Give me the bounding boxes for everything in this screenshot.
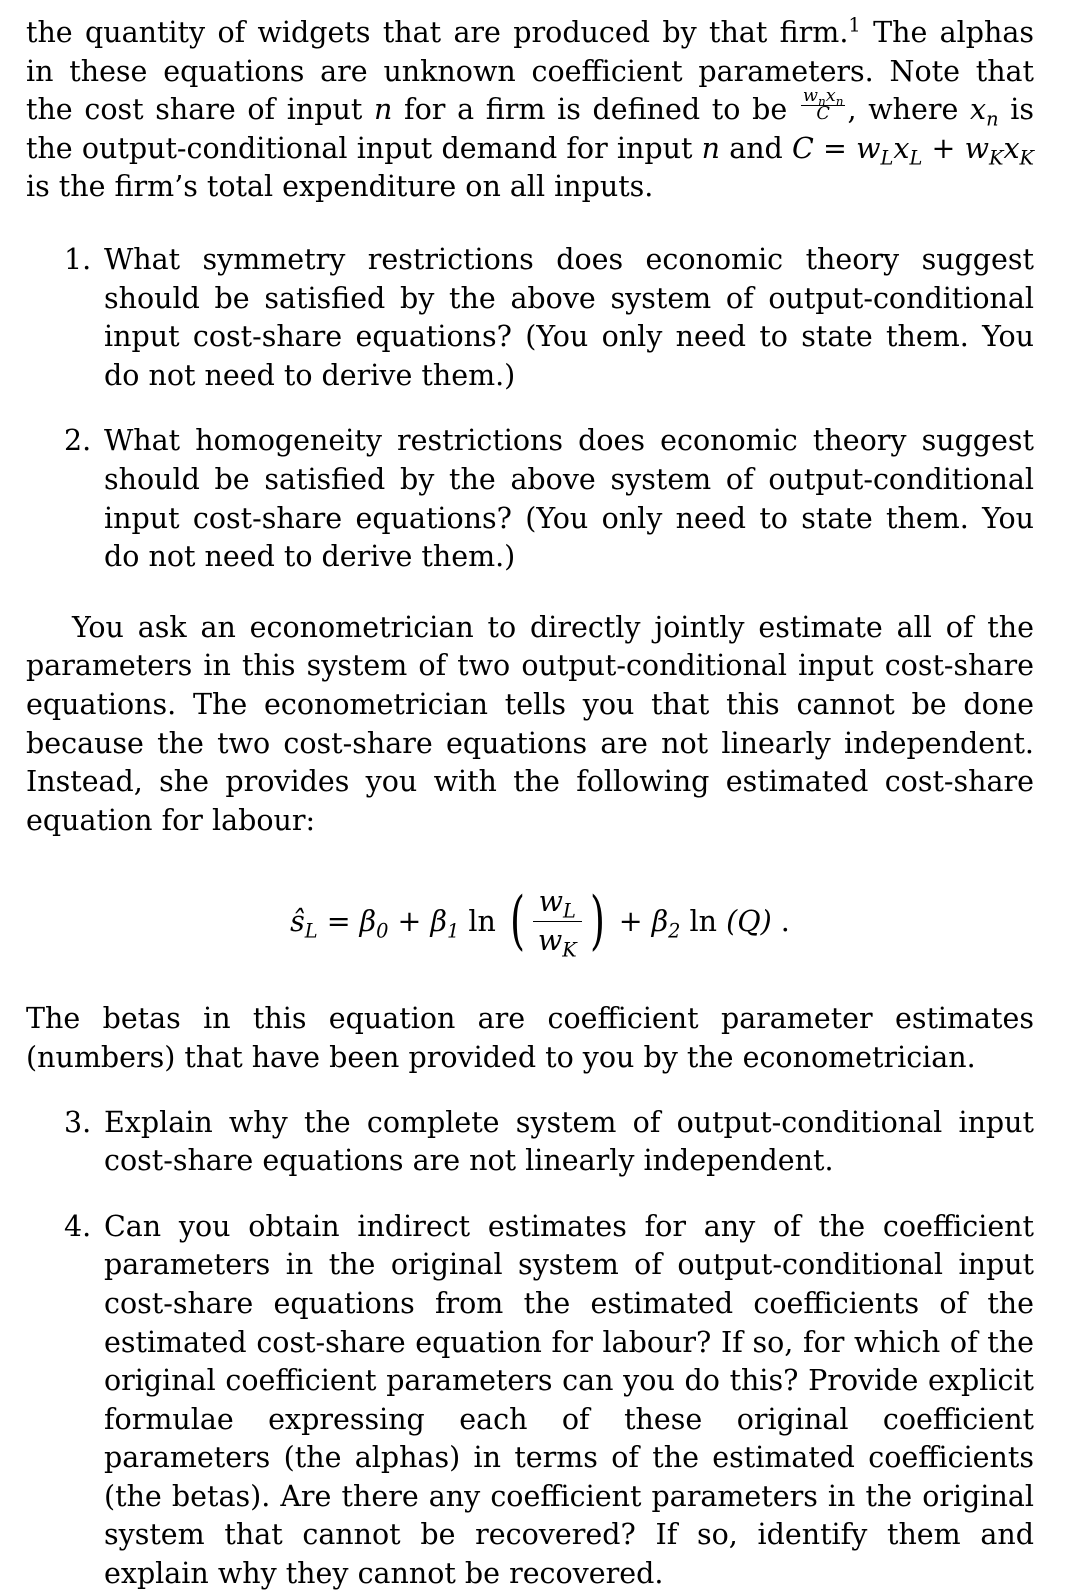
- eq-sign: =: [813, 131, 857, 165]
- cost-share-fraction: $\frac{w_nx_n}{C}$: [802, 85, 844, 125]
- term-wLxL: $w_Lx_L$: [856, 131, 923, 170]
- eq-beta2: $\beta_2$: [651, 904, 681, 943]
- var-n: n: [374, 93, 393, 127]
- intro-text-3: , where: [847, 93, 970, 127]
- eq-lnQ: (Q): [726, 904, 772, 938]
- question-list-b: [26, 1104, 1034, 1594]
- plus-sign: +: [922, 131, 965, 165]
- intro-text-1b: The alphas in these equations are unknown coefficient parameters. Note that the cost share of input: [26, 16, 1034, 127]
- footnote-marker: 1: [848, 13, 861, 37]
- var-n-2: n: [701, 131, 720, 165]
- middle-paragraph: You ask an econometrician to directly jointly estimate all of the parameters in this system of two output-conditional input cost-share equations. The econometrician tells you that this cannot be done because the two cost-share equations are not linearly independent. Instead, she provides you with the following estimated cost-share equation for labour:: [26, 610, 1034, 837]
- intro-paragraph: [26, 14, 1034, 207]
- eq-beta0: $\beta_0$: [359, 904, 389, 943]
- eq-lhs: $ŝ_L$: [290, 904, 318, 943]
- question-3: 3. Explain why the complete system of output-conditional input cost-share equations are not linearly independent.: [64, 1105, 1034, 1178]
- term-wKxK: $w_Kx_K$: [964, 131, 1034, 170]
- right-paren: ): [589, 884, 605, 959]
- intro-text-2: for a firm is defined to be: [392, 93, 799, 127]
- intro-text-4: is the output-conditional input demand for input: [26, 93, 1034, 165]
- var-xn: $x_n$: [970, 93, 999, 131]
- question-4: 4. Can you obtain indirect estimates for any of the coefficient parameters in the original system of output-conditional input cost-share equations from the estimated coefficients of the estimated cost-share equation for labour? If so, for which of the original coefficient parameters can you do this? Provide explicit formulae expressing each of these original coefficient parameters (the alphas) in terms of the estimated coefficients (the betas). Are there any coefficient parameters in the original system that cannot be recovered? If so, identify them and explain why they cannot be recovered.: [64, 1209, 1034, 1591]
- question-list-a: [26, 241, 1034, 577]
- labour-cost-share-equation: $ŝ_L$ = $\beta_0$ + $\beta_1$ ln ( $\frac{w_L}{w_K}$ ) + $\beta_2$ ln (Q) .: [290, 884, 790, 962]
- wage-ratio-fraction: $\frac{w_L}{w_K}$: [532, 885, 583, 958]
- betas-paragraph: The betas in this equation are coefficient parameter estimates (numbers) that have been provided to you by the econometrician.: [26, 1002, 1034, 1074]
- question-1: 1. What symmetry restrictions does economic theory suggest should be satisfied by the above system of output-conditional input cost-share equations? (You only need to state them. You do not need to derive them.): [64, 243, 1034, 392]
- eq-beta1: $\beta_1$: [430, 904, 460, 943]
- var-C: C: [792, 131, 814, 165]
- intro-text-5: and: [720, 131, 792, 165]
- left-paren: (: [509, 884, 525, 959]
- intro-text-6: is the firm’s total expenditure on all inputs.: [26, 170, 654, 204]
- question-2: 2. What homogeneity restrictions does economic theory suggest should be satisfied by the above system of output-conditional input cost-share equations? (You only need to state them. You do not need to derive them.): [64, 424, 1034, 574]
- intro-text-1: the quantity of widgets that are produced by that firm.: [26, 16, 849, 49]
